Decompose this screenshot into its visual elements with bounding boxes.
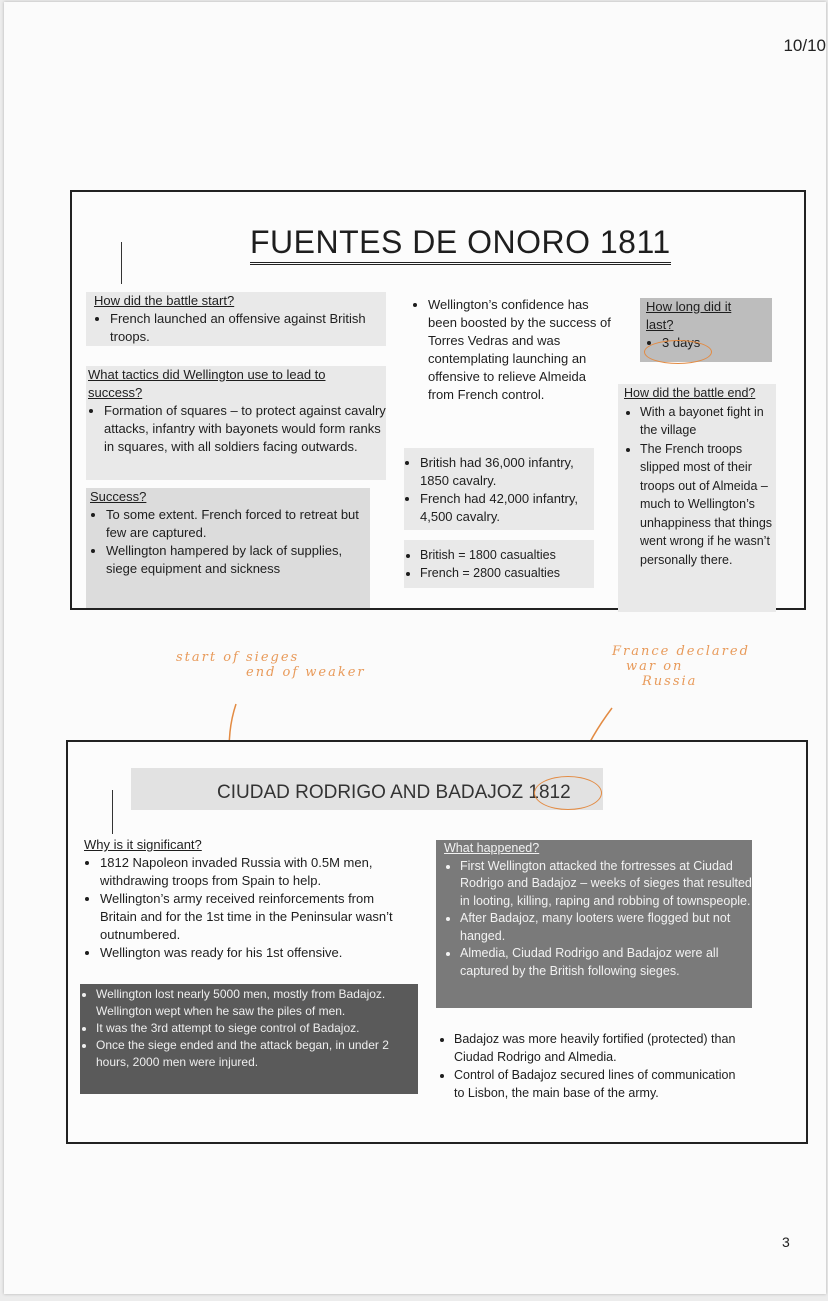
battle-start-question: How did the battle start? bbox=[94, 293, 235, 308]
battle-end-question: How did the battle end? bbox=[624, 386, 756, 400]
divider-line bbox=[121, 242, 122, 284]
losses-point: • Wellington lost nearly 5000 men, mostly from Badajoz. Wellington wept when he saw the piles of men. bbox=[96, 986, 418, 1020]
battle-start-point: • French launched an offensive against British troops. bbox=[110, 310, 386, 346]
tactics-panel bbox=[86, 366, 386, 480]
success-question: Success? bbox=[90, 489, 147, 504]
forces-point: • French had 42,000 infantry, 4,500 cavalry. bbox=[420, 490, 594, 526]
forces-panel bbox=[404, 448, 594, 530]
notes-page bbox=[4, 2, 826, 1294]
duration-point: • 3 days bbox=[662, 334, 772, 352]
losses-panel bbox=[80, 984, 418, 1094]
forces-point: • British had 36,000 infantry, 1850 cavalry. bbox=[420, 454, 594, 490]
page-number: 3 bbox=[782, 1234, 790, 1250]
annotation-right-line2: war on bbox=[626, 659, 684, 674]
tactics-question: What tactics did Wellington use to lead to success? bbox=[88, 367, 326, 400]
losses-point: • Once the siege ended and the attack began, in under 2 hours, 2000 men were injured. bbox=[96, 1037, 418, 1071]
annotation-right bbox=[612, 644, 750, 689]
happened-panel bbox=[436, 840, 752, 1008]
battle-end-point: • The French troops slipped most of their troops out of Almeida – much to Wellington’s unhappiness that things went wrong if he wasn’t personally there. bbox=[640, 440, 776, 570]
happened-point: • First Wellington attacked the fortresses at Ciudad Rodrigo and Badajoz – weeks of sieges that resulted in looting, killing, raping and robbing of townspeople. bbox=[460, 858, 752, 911]
confidence-panel bbox=[412, 296, 612, 436]
annotation-right-line3: Russia bbox=[642, 674, 698, 689]
year-circle bbox=[534, 776, 602, 810]
tactics-point: • Formation of squares – to protect against cavalry attacks, infantry with bayonets would form ranks in squares, with all soldiers facing outwards. bbox=[104, 402, 386, 456]
significance-question: Why is it significant? bbox=[84, 837, 202, 852]
significance-point: • Wellington’s army received reinforcements from Britain and for the 1st time in the Peninsular wasn’t outnumbered. bbox=[100, 890, 414, 944]
duration-circle bbox=[644, 340, 712, 364]
battle-start-panel bbox=[86, 292, 386, 346]
fuentes-title: FUENTES DE ONORO 1811 bbox=[250, 222, 671, 265]
casualties-panel bbox=[404, 540, 594, 588]
happened-point: • After Badajoz, many looters were flogged but not hanged. bbox=[460, 910, 752, 945]
success-point: • Wellington hampered by lack of supplies, siege equipment and sickness bbox=[106, 542, 370, 578]
annotation-right-line1: France declared bbox=[612, 644, 750, 659]
fortified-point: • Control of Badajoz secured lines of communication to Lisbon, the main base of the army. bbox=[454, 1066, 738, 1102]
significance-panel bbox=[84, 836, 414, 966]
losses-point: • It was the 3rd attempt to siege control of Badajoz. bbox=[96, 1020, 418, 1037]
fortified-point: • Badajoz was more heavily fortified (protected) than Ciudad Rodrigo and Almedia. bbox=[454, 1030, 738, 1066]
ciudad-title-bar bbox=[131, 768, 603, 810]
duration-question: How long did it last? bbox=[646, 299, 732, 332]
ciudad-title: CIUDAD RODRIGO AND BADAJOZ 1812 bbox=[217, 782, 571, 803]
fortified-panel bbox=[438, 1030, 738, 1120]
grade-mark: 10/10 bbox=[783, 36, 826, 55]
significance-point: • Wellington was ready for his 1st offensive. bbox=[100, 944, 414, 962]
battle-end-panel bbox=[618, 384, 776, 612]
casualties-point: • British = 1800 casualties bbox=[420, 546, 594, 564]
annotation-left-line2: end of weaker bbox=[246, 665, 366, 680]
annotation-left-line1: start of sieges bbox=[176, 650, 300, 665]
success-point: • To some extent. French forced to retreat but few are captured. bbox=[106, 506, 370, 542]
significance-point: • 1812 Napoleon invaded Russia with 0.5M men, withdrawing troops from Spain to help. bbox=[100, 854, 414, 890]
divider-line bbox=[112, 790, 113, 834]
happened-question: What happened? bbox=[444, 841, 540, 855]
casualties-point: • French = 2800 casualties bbox=[420, 564, 594, 582]
battle-end-point: • With a bayonet fight in the village bbox=[640, 403, 776, 440]
success-panel bbox=[86, 488, 370, 608]
happened-point: • Almedia, Ciudad Rodrigo and Badajoz were all captured by the British following sieges. bbox=[460, 945, 752, 980]
confidence-point: • Wellington’s confidence has been boosted by the success of Torres Vedras and was contemplating launching an offensive to relieve Almeida from French control. bbox=[428, 296, 612, 404]
annotation-left bbox=[176, 650, 366, 680]
